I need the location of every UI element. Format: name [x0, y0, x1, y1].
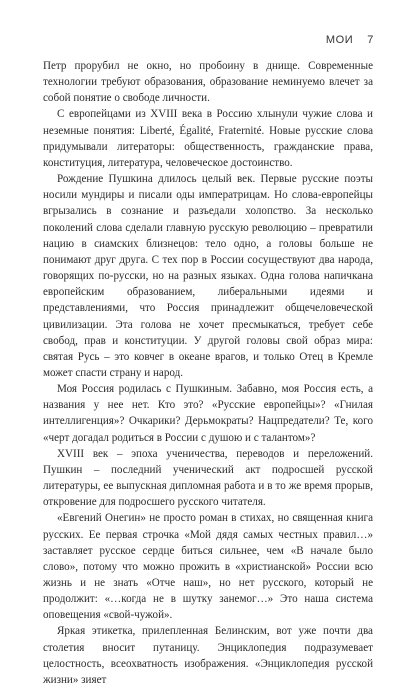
paragraph: Моя Россия родилась с Пушкиным. Забавно, моя Россия есть, а названия у нее нет. Кто это? «Русские европейцы»? «Гнилая интеллигенция»? Очкарики? Дерьмократы? Нацпредатели? Те, кого «черт догадал родиться в России с душою и с талантом»? [43, 383, 373, 444]
page-number: 7 [367, 34, 374, 46]
paragraph: С европейцами из XVIII века в Россию хлынули чужие слова и неземные понятия: Liberté, Égalité, Fraternité. Новые русские слова придумывали литераторы: общественность, гражданские права, конституция, литература, человеческое достоинство. [43, 108, 373, 169]
paragraph: «Евгений Онегин» не просто роман в стихах, но священная книга русских. Ее первая строчка «Мой дядя самых честных правил…» заставляет русское сердце биться сильнее, чем «В начале было слово», потому что можно прожить в «христианской» России всю жизнь и не знать «Отче наш», но нет русского, который не продолжит: «…когда не в шутку занемог…» Это наша система оповещения «свой-чужой». [43, 512, 373, 622]
paragraph: Яркая этикетка, прилепленная Белинским, вот уже почти два столетия вносит путаницу. Энциклопедия подразумевает целостность, всеохватность изображения. «Энциклопедия русской жизни» зияет [43, 625, 373, 686]
paragraph: Рождение Пушкина длилось целый век. Первые русские поэты носили мундиры и писали оды императрицам. Но слова-европейцы вгрызались в сознание и разъедали холопство. За несколько поколений слова сделали главную русскую революцию – превратили нацию в сиамских близнецов: тело одно, а головы больше не понимают друг друга. С тех пор в России сосуществуют два народа, говорящих по-русски, но на разных языках. Одна голова напичкана европейским образованием, либеральными идеями и представлениями, что Россия принадлежит общечеловеческой цивилизации. Эта голова не хочет пресмыкаться, требует себе свобод, прав и конституции. У другой головы свой образ мира: святая Русь – это ковчег в океане врагов, и только Отец в Кремле может спасти страну и народ. [43, 173, 373, 379]
paragraph: Петр прорубил не окно, но пробоину в днище. Современные технологии требуют образования, образование неминуемо влечет за собой понятие о свободе личности. [43, 60, 373, 105]
paragraph: XVIII век – эпоха ученичества, переводов и переложений. Пушкин – последний ученический акт подросшей русской литературы, ее выпускная дипломная работа и в то же время прорыв, откровение для подросшего русского читателя. [43, 447, 373, 509]
body-text [43, 58, 373, 688]
page-header [326, 34, 374, 46]
running-title: МОИ [325, 34, 354, 46]
